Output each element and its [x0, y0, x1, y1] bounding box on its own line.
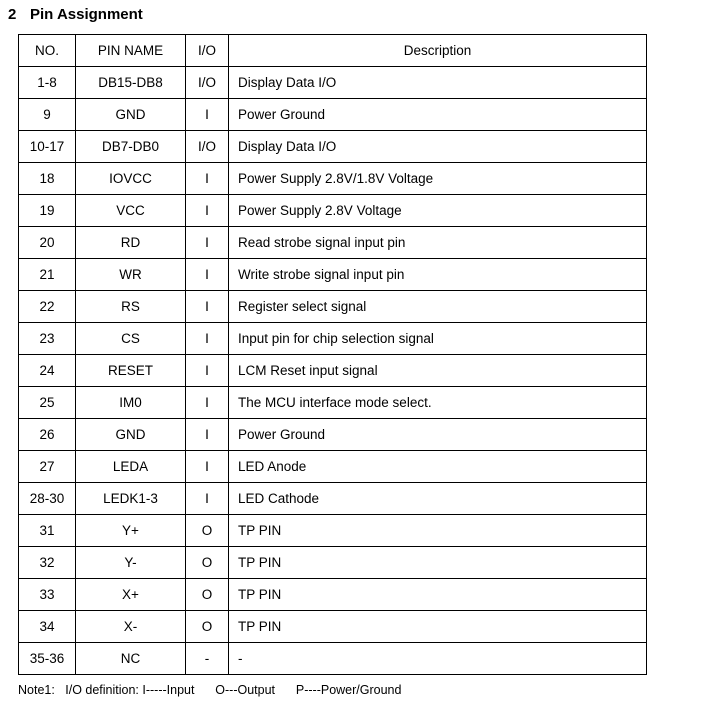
- table-cell: 23: [19, 323, 76, 355]
- table-cell: X-: [76, 611, 186, 643]
- table-cell: O: [186, 611, 229, 643]
- table-row: [19, 163, 647, 195]
- table-cell: Y+: [76, 515, 186, 547]
- table-cell: RD: [76, 227, 186, 259]
- table-cell: 18: [19, 163, 76, 195]
- table-cell: TP PIN: [229, 547, 647, 579]
- table-row: [19, 419, 647, 451]
- table-cell: 26: [19, 419, 76, 451]
- table-cell: Register select signal: [229, 291, 647, 323]
- table-row: [19, 131, 647, 163]
- table-cell: Display Data I/O: [229, 131, 647, 163]
- table-cell: DB15-DB8: [76, 67, 186, 99]
- table-cell: GND: [76, 419, 186, 451]
- table-cell: I: [186, 355, 229, 387]
- table-cell: The MCU interface mode select.: [229, 387, 647, 419]
- table-cell: I: [186, 323, 229, 355]
- table-cell: I: [186, 163, 229, 195]
- footnote: Note1: I/O definition: I-----Input O---Output P----Power/Ground: [18, 683, 402, 697]
- table-cell: Write strobe signal input pin: [229, 259, 647, 291]
- table-cell: DB7-DB0: [76, 131, 186, 163]
- table-row: [19, 451, 647, 483]
- table-cell: I: [186, 451, 229, 483]
- table-row: [19, 579, 647, 611]
- table-row: [19, 323, 647, 355]
- table-cell: TP PIN: [229, 579, 647, 611]
- pin-table-body: [19, 67, 647, 675]
- table-row: [19, 227, 647, 259]
- table-cell: -: [229, 643, 647, 675]
- table-row: [19, 387, 647, 419]
- table-cell: WR: [76, 259, 186, 291]
- table-cell: IOVCC: [76, 163, 186, 195]
- table-cell: Power Supply 2.8V Voltage: [229, 195, 647, 227]
- table-cell: 32: [19, 547, 76, 579]
- table-cell: I: [186, 387, 229, 419]
- table-row: [19, 195, 647, 227]
- table-cell: 31: [19, 515, 76, 547]
- table-cell: Display Data I/O: [229, 67, 647, 99]
- table-cell: Power Supply 2.8V/1.8V Voltage: [229, 163, 647, 195]
- table-cell: I: [186, 227, 229, 259]
- table-cell: Read strobe signal input pin: [229, 227, 647, 259]
- table-cell: GND: [76, 99, 186, 131]
- table-cell: LEDA: [76, 451, 186, 483]
- table-row: [19, 547, 647, 579]
- table-cell: I: [186, 99, 229, 131]
- table-cell: LED Anode: [229, 451, 647, 483]
- table-cell: 10-17: [19, 131, 76, 163]
- table-cell: TP PIN: [229, 611, 647, 643]
- table-cell: 21: [19, 259, 76, 291]
- table-cell: IM0: [76, 387, 186, 419]
- table-cell: 9: [19, 99, 76, 131]
- table-header-row: [19, 35, 647, 67]
- table-cell: I: [186, 195, 229, 227]
- section-number: 2: [8, 6, 17, 23]
- table-cell: RESET: [76, 355, 186, 387]
- table-cell: Power Ground: [229, 99, 647, 131]
- table-row: [19, 611, 647, 643]
- table-cell: O: [186, 579, 229, 611]
- table-cell: I: [186, 419, 229, 451]
- table-cell: LED Cathode: [229, 483, 647, 515]
- table-cell: O: [186, 547, 229, 579]
- table-cell: 19: [19, 195, 76, 227]
- table-cell: 22: [19, 291, 76, 323]
- table-row: [19, 99, 647, 131]
- table-cell: I/O: [186, 67, 229, 99]
- table-row: [19, 643, 647, 675]
- table-cell: 1-8: [19, 67, 76, 99]
- table-cell: -: [186, 643, 229, 675]
- table-row: [19, 355, 647, 387]
- header-description: Description: [229, 35, 647, 67]
- table-cell: TP PIN: [229, 515, 647, 547]
- table-cell: VCC: [76, 195, 186, 227]
- table-cell: Input pin for chip selection signal: [229, 323, 647, 355]
- header-io: I/O: [186, 35, 229, 67]
- table-cell: I: [186, 259, 229, 291]
- table-cell: LEDK1-3: [76, 483, 186, 515]
- table-row: [19, 515, 647, 547]
- table-cell: 28-30: [19, 483, 76, 515]
- section-heading: [8, 6, 701, 23]
- table-cell: 25: [19, 387, 76, 419]
- table-cell: Power Ground: [229, 419, 647, 451]
- table-cell: CS: [76, 323, 186, 355]
- table-row: [19, 259, 647, 291]
- table-cell: 27: [19, 451, 76, 483]
- table-cell: 35-36: [19, 643, 76, 675]
- table-cell: X+: [76, 579, 186, 611]
- table-cell: 33: [19, 579, 76, 611]
- table-cell: I: [186, 291, 229, 323]
- table-row: [19, 483, 647, 515]
- table-cell: 20: [19, 227, 76, 259]
- header-no: NO.: [19, 35, 76, 67]
- table-cell: 34: [19, 611, 76, 643]
- pin-assignment-table: [18, 34, 647, 675]
- table-cell: LCM Reset input signal: [229, 355, 647, 387]
- header-pin-name: PIN NAME: [76, 35, 186, 67]
- table-cell: RS: [76, 291, 186, 323]
- table-cell: Y-: [76, 547, 186, 579]
- table-cell: I: [186, 483, 229, 515]
- table-cell: I/O: [186, 131, 229, 163]
- section-title: Pin Assignment: [30, 6, 143, 23]
- table-cell: O: [186, 515, 229, 547]
- table-row: [19, 291, 647, 323]
- table-cell: 24: [19, 355, 76, 387]
- table-cell: NC: [76, 643, 186, 675]
- table-row: [19, 67, 647, 99]
